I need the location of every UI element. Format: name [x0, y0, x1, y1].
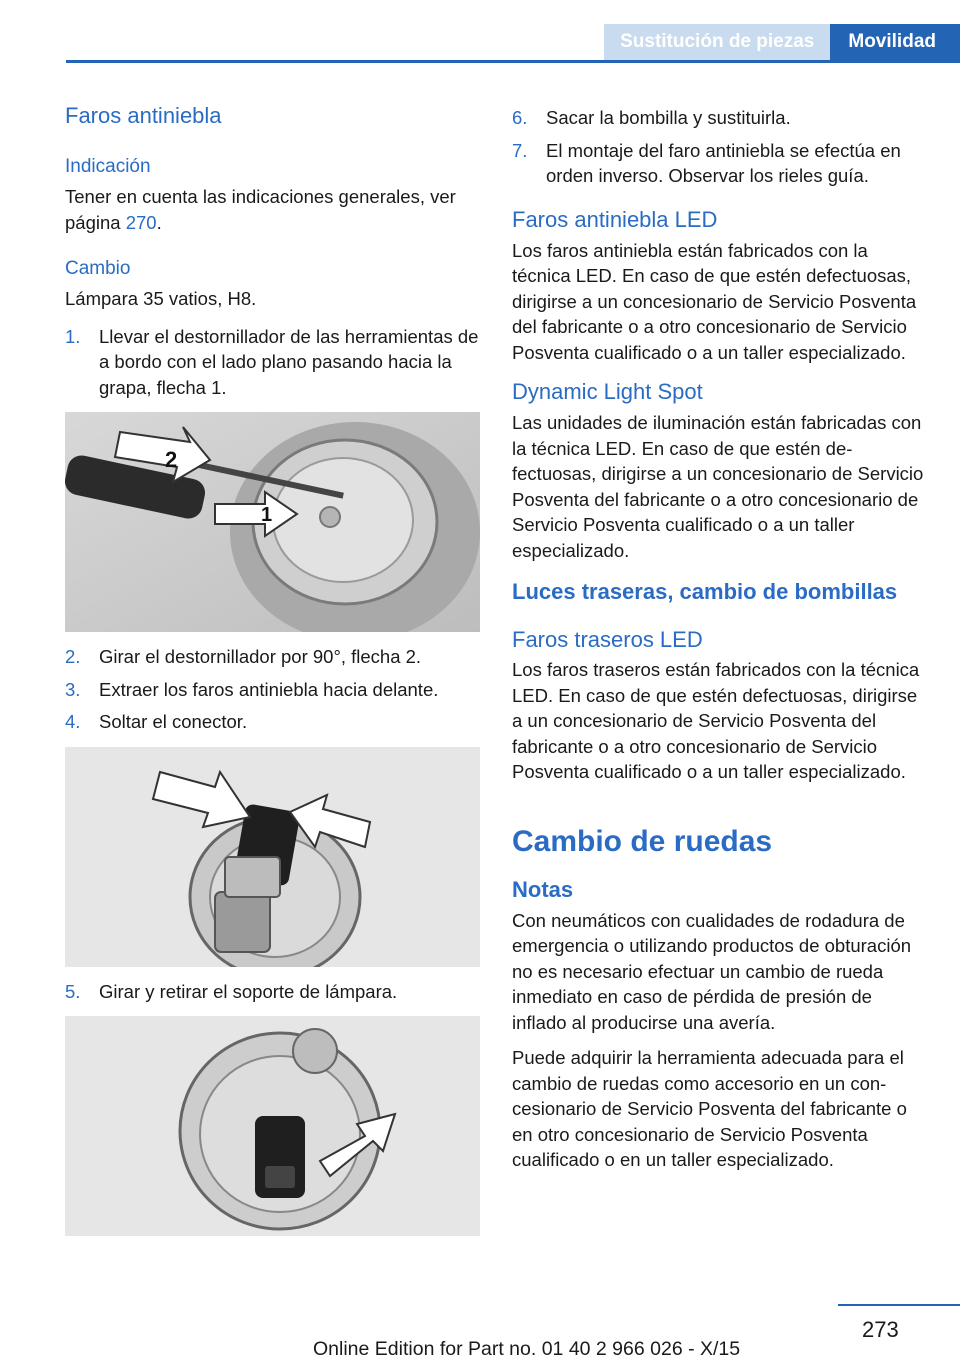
- list-item: 3. Extraer los faros antiniebla hacia delante.: [65, 678, 439, 700]
- notes-title: Notas: [512, 876, 574, 902]
- arrow-2-label: 2: [165, 447, 178, 472]
- figure-lamp-holder: [65, 1016, 480, 1236]
- rear-led-title: Faros traseros LED: [512, 627, 703, 652]
- wheel-change-title: Cambio de ruedas: [512, 824, 773, 858]
- steps-list-c: [65, 979, 481, 1005]
- led-fog-title: Faros antiniebla LED: [512, 206, 718, 232]
- rear-lights-title: Luces traseras, cambio de bombillas: [512, 579, 898, 604]
- page-link[interactable]: 270: [125, 211, 157, 233]
- list-item: 6. Sacar la bombilla y sustituirla.: [512, 107, 791, 128]
- arrow-1-label: 1: [261, 504, 273, 526]
- note-text: Tener en cuenta las indicaciones generales, ver página 270.: [65, 186, 456, 233]
- edition-footer: Online Edition for Part no. 01 40 2 966 026 - X/15: [313, 1338, 741, 1360]
- list-item: 2. Girar el destornillador por 90°, flecha 2.: [65, 646, 422, 667]
- connector-illustration: [65, 747, 480, 967]
- list-item: 7. El montaje del faro antiniebla se efectúa en orden inverso. Observar los rieles guía.: [512, 139, 901, 186]
- right-column: [512, 100, 928, 1173]
- header-chapter-tab[interactable]: Movilidad: [830, 24, 960, 62]
- header-tabs: [604, 24, 960, 62]
- change-heading: Cambio: [65, 258, 131, 279]
- screwdriver-illustration: [65, 412, 480, 632]
- dynamic-light-spot-text: Las unidades de iluminación están fabricadas con la técnica LED. En caso de que estén defectuosas, dirigirse a un concesionario de Servicio Posventa del fabricante o a otro concesionario de Servicio Posventa cualificado o a un taller especializado.: [512, 412, 924, 561]
- steps-list-a: [65, 324, 481, 401]
- dynamic-light-spot-title: Dynamic Light Spot: [512, 379, 703, 404]
- rear-led-text: Los faros traseros están fabricados con la técnica LED. En caso de que estén defectuosas, dirigirse a un concesionario de Servicio Posventa del fabricante o a otro concesionario de Servicio Posventa cualificado o a un taller especializado.: [512, 659, 920, 782]
- header-section-tab[interactable]: Sustitución de piezas: [604, 24, 830, 62]
- notes-text-1: Con neumáticos con cualidades de rodadura de emergencia o utilizando productos de obturación no es necesario efectuar un cambio de rueda inmediato en caso de pérdida de presión de inflado al producirse una avería.: [512, 909, 912, 1033]
- led-fog-text: Los faros antiniebla están fabricados con la técnica LED. En caso de que estén defectuosas, dirigirse a un concesionario de Servicio Posventa del fabricante o a otro concesionario de Servicio Posventa cualificado o a un taller especializado.: [512, 239, 917, 363]
- figure-screwdriver-clip: [65, 412, 480, 632]
- footer-rule: [838, 1304, 960, 1306]
- lamp-holder-illustration: [65, 1016, 480, 1236]
- steps-list-d: [512, 105, 928, 189]
- fog-lights-title: Faros antiniebla: [65, 103, 222, 128]
- note-heading: Indicación: [65, 156, 151, 177]
- change-text: Lámpara 35 vatios, H8.: [65, 288, 257, 309]
- header-rule: [66, 60, 960, 63]
- page-number: 273: [862, 1317, 899, 1342]
- list-item: 4. Soltar el conector.: [65, 711, 248, 732]
- list-item: 1. Llevar el destornillador de las herramientas de a bordo con el lado plano pasando hacia la grapa, flecha 1.: [65, 325, 479, 398]
- left-column: [65, 100, 481, 1236]
- steps-list-b: [65, 644, 481, 735]
- figure-connector: [65, 747, 480, 967]
- notes-text-2: Puede adquirir la herramienta adecuada para el cambio de ruedas como accesorio en un concesionario de Servicio Posventa del fabricante o en otro concesionario de Servicio Posventa cualificado o en un taller especializado.: [512, 1047, 907, 1170]
- list-item: 5. Girar y retirar el soporte de lámpara.: [65, 980, 398, 1002]
